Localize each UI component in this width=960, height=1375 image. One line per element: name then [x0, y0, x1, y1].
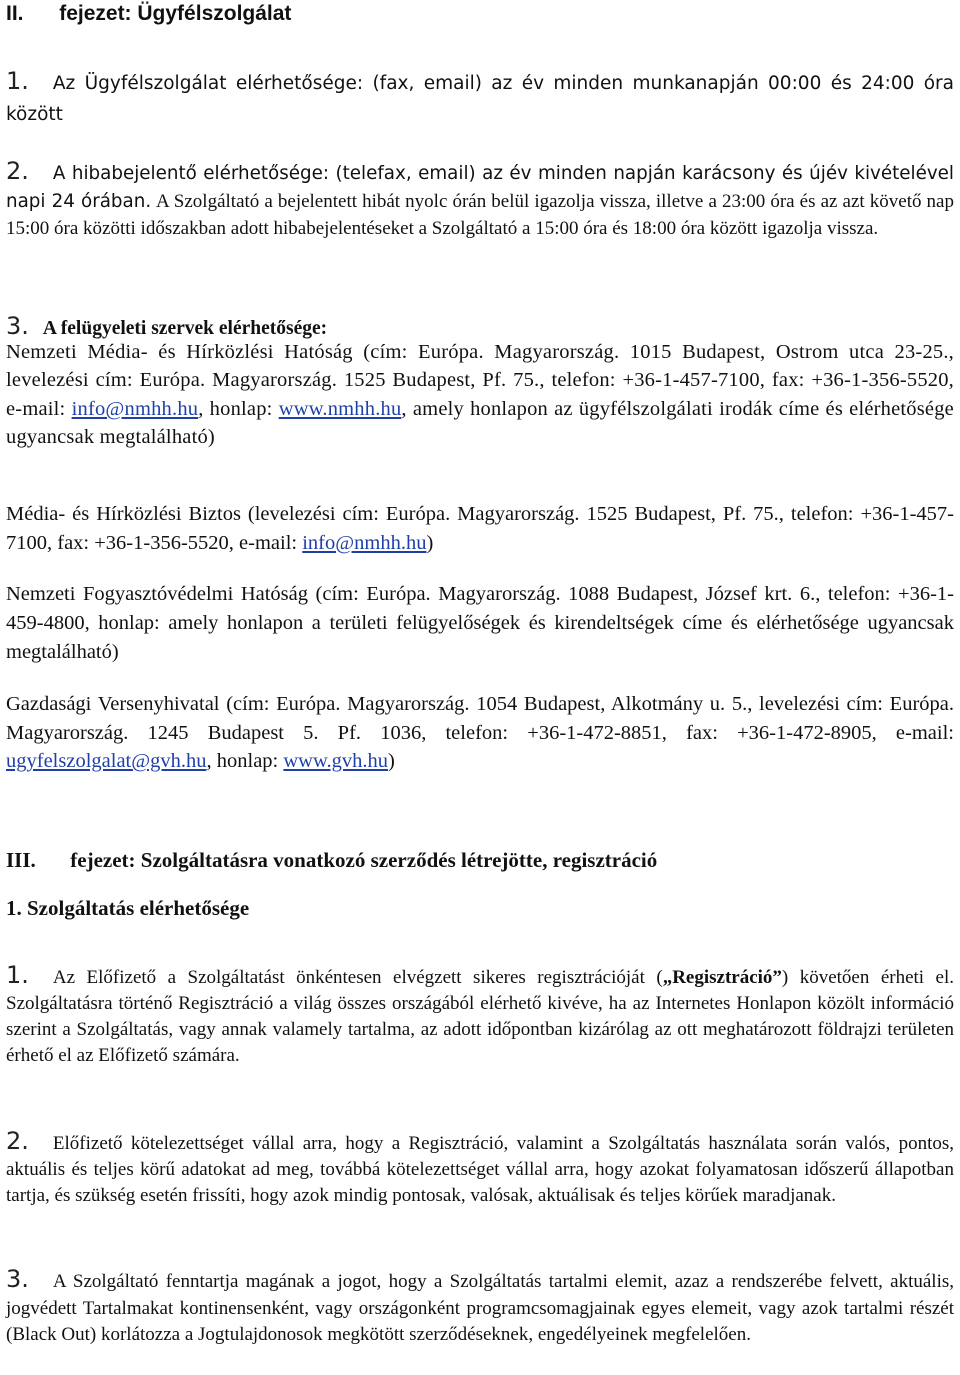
- gvh-mid: , honlap:: [206, 750, 284, 772]
- registration-term: „Regisztráció”: [662, 967, 782, 988]
- paragraph-number: 2.: [6, 157, 29, 185]
- chapter-2-heading: [6, 0, 954, 28]
- paragraph-text-b: ) követően érheti el. Szolgáltatásra történő Regisztráció a világ összes országából elérhető kivéve, ha az Internetes Honlapon közölt információ szerint a Szolgáltatás, vagy annak valamely tartalma, az adott időpontban kizárólag az ott meghatározott földrajzi területen érhető el az Előfizető számára.: [6, 967, 955, 1066]
- chapter-3-title: fejezet: Szolgáltatásra vonatkozó szerződés létrejötte, regisztráció: [70, 848, 658, 872]
- paragraph-text-b: A Szolgáltató a bejelentett hibát nyolc órán belül igazolja vissza, illetve a 23:00 óra és az azt követő nap 15:00 óra közötti időszakban adott hibabejelentéseket a Szolgáltató a 15:00 óra és 18:00 óra között igazolja vissza.: [6, 190, 954, 239]
- nfh-contact: [6, 580, 954, 667]
- nmhh-text: Nemzeti Média- és Hírközlési Hatóság (cím: Európa. Magyarország. 1015 Budapest, Ostrom utca 23-25., levelezési cím: Európa. Magyarország. 1525 Budapest, Pf. 75., telefon: +36-1-457-7100, fax: +36-1-356-5520, e-mail:: [6, 341, 954, 420]
- gvh-website-link[interactable]: www.gvh.hu: [283, 750, 388, 772]
- paragraph-text: Előfizető kötelezettséget vállal arra, hogy a Regisztráció, valamint a Szolgáltatás használata során valós, pontos, aktuális és teljes körű adatokat ad meg, továbbá kötelezettséget vállal arra, hogy azokat folyamatosan időszerű állapotban tartja, és szükség esetén frissíti, hogy azok mindig pontosak, valósak, aktuálisak és teljes körűek maradjanak.: [6, 1133, 954, 1206]
- nmhh-email-link[interactable]: info@nmhh.hu: [71, 397, 199, 420]
- chapter-2-title: fejezet: Ügyfélszolgálat: [59, 2, 292, 25]
- gvh-contact: [6, 690, 954, 776]
- chapter-2-number: II.: [6, 2, 24, 25]
- chapter-3-paragraph-1: [6, 962, 954, 1069]
- biztos-text: Média- és Hírközlési Biztos (levelezési cím: Európa. Magyarország. 1525 Budapest, Pf. 75., telefon: +36-1-457- 7100, fax: +36-1-356-5520, e-mail:: [6, 503, 954, 554]
- paragraph-text: Az Ügyfélszolgálat elérhetősége: (fax, email) az év minden munkanapján 00:00 és 24:00 óra között: [6, 73, 954, 125]
- chapter-3-paragraph-3: [6, 1266, 954, 1349]
- paragraph-number: 3.: [6, 1265, 29, 1293]
- section-1-heading: [6, 894, 954, 922]
- chapter-3-paragraph-2: [6, 1128, 954, 1209]
- nmhh-website-link[interactable]: www.nmhh.hu: [278, 397, 402, 420]
- nmhh-end: , amely honlapon az ügyfélszolgálati irodák címe és elérhetősége ugyancsak megtalálható): [6, 397, 954, 448]
- supervisory-heading: A felügyeleti szervek elérhetősége:: [42, 318, 328, 339]
- paragraph-text: A Szolgáltató fenntartja magának a jogot, hogy a Szolgáltatás tartalmi elemit, azaz a rendszerébe felvett, aktuális, jogvédett Tartalmakat kontinensenként, vagy országonként programcsomagjainak egyes elemeit, vagy azok tartalmi részét (Black Out) korlátozza a Jogtulajdonosok megkötött szerződéseknek, engedélyeinek megfelelően.: [6, 1271, 954, 1345]
- gvh-end: ): [387, 750, 395, 772]
- chapter-3-heading: [6, 846, 954, 874]
- gvh-email-link[interactable]: ugyfelszolgalat@gvh.hu: [6, 750, 207, 772]
- paragraph-number: 2.: [6, 1127, 29, 1155]
- chapter-3-number: III.: [6, 848, 36, 872]
- nmhh-mid: , honlap:: [198, 397, 279, 420]
- paragraph-number: 1.: [6, 961, 29, 989]
- chapter-2-paragraph-2: [6, 158, 954, 243]
- biztos-email-link[interactable]: info@nmhh.hu: [302, 531, 427, 554]
- gvh-text: Gazdasági Versenyhivatal (cím: Európa. Magyarország. 1054 Budapest, Alkotmány u. 5., levelezési cím: Európa. Magyarország. 1245 Budapest 5. Pf. 1036, telefon: +36-1-472-8851, fax: +36-1-472-8905, e-mail:: [6, 693, 954, 744]
- paragraph-text-a: Az Előfizető a Szolgáltatást önkéntesen elvégzett sikeres regisztrációját (: [52, 967, 663, 988]
- media-commissioner-contact: [6, 500, 954, 557]
- paragraph-number: 1.: [6, 67, 29, 95]
- biztos-end: ): [426, 531, 434, 554]
- paragraph-number: 3.: [6, 312, 29, 340]
- nmhh-contact: [6, 338, 954, 451]
- nfh-text: Nemzeti Fogyasztóvédelmi Hatóság (cím: Európa. Magyarország. 1088 Budapest, József krt. 6., telefon: +36-1- 459-4800, honlap: amely honlapon a területi felügyelőségek és kirendeltségek címe és elérhetősége ugyancsak megtalálható): [6, 583, 954, 663]
- chapter-2-paragraph-1: [6, 66, 954, 130]
- section-1-title: 1. Szolgáltatás elérhetősége: [6, 896, 250, 920]
- paragraph-text-a: A hibabejelentő elérhetősége: (telefax, email) az év minden napján karácsony és újév kivételével napi 24 órában.: [6, 163, 954, 212]
